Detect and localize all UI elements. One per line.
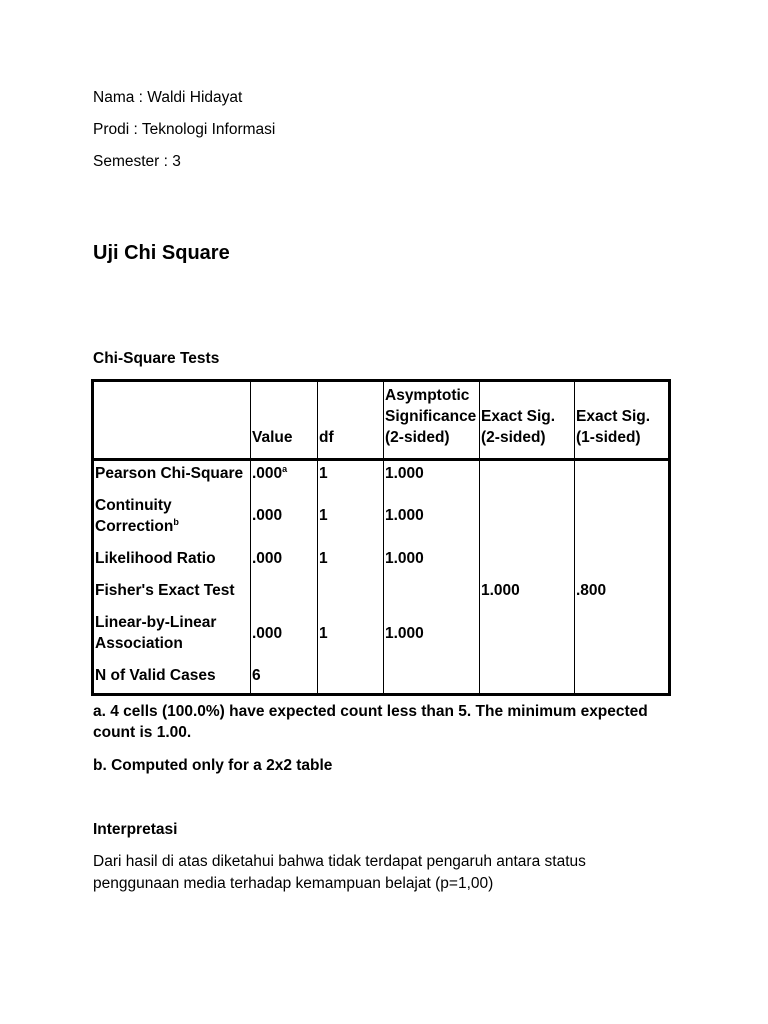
cell-value: .000 [252,465,283,483]
cell-value: 1 [319,465,328,483]
table-row [93,460,670,487]
header-cell: Exact Sig. (1-sided) [575,381,670,460]
interpretation-title: Interpretasi [93,821,178,838]
footnote-marker: b [173,516,179,527]
row-label-cell [93,609,251,658]
table-cell [251,487,318,545]
row-label-cell [93,573,251,609]
table-cell [318,545,384,573]
table-cell [318,573,384,609]
table-cell [384,545,480,573]
row-label: N of Valid Cases [95,666,216,684]
table-cell [384,658,480,695]
table-cell [480,573,575,609]
table-cell [318,487,384,545]
table-cell [575,658,670,695]
table-cell [251,545,318,573]
header-cell: Asymptotic Significance (2-sided) [384,381,480,460]
table-cell [575,545,670,573]
row-label: Likelihood Ratio [95,550,216,567]
footnote-a: a. 4 cells (100.0%) have expected count less than 5. The minimum expected count is 1.00. [93,703,648,741]
row-label: Linear-by-Linear Association [95,614,217,652]
table-title: Chi-Square Tests [93,350,220,367]
cell-value: 6 [252,666,261,684]
cell-value: .000 [252,507,283,524]
study-program: Prodi : Teknologi Informasi [93,121,276,138]
table-cell [251,573,318,609]
interpretation-text: Dari hasil di atas diketahui bahwa tidak terdapat pengaruh antara status penggunaan media terhadap kemampuan belajat (p=1,00) [93,853,586,892]
table-header-row [93,381,670,460]
table-row [93,573,670,609]
table-cell [384,487,480,545]
row-label-cell [93,545,251,573]
cell-value: 1 [319,550,328,567]
table-cell [480,460,575,487]
footnote-b: b. Computed only for a 2x2 table [93,757,333,774]
header-cell: df [318,381,384,460]
table-cell [480,487,575,545]
cell-value: 1.000 [385,624,424,642]
table-cell [480,609,575,658]
table-cell [318,460,384,487]
header-cell: Exact Sig. (2-sided) [480,381,575,460]
table-row [93,545,670,573]
table-cell [575,487,670,545]
table-cell [318,609,384,658]
table-cell [251,658,318,695]
header-cell: Value [251,381,318,460]
table-cell [384,460,480,487]
table-cell [251,609,318,658]
table-cell [575,460,670,487]
cell-value: 1 [319,624,328,642]
cell-value: 1.000 [385,550,424,567]
row-label: Fisher's Exact Test [95,582,235,599]
page-title: Uji Chi Square [93,242,230,264]
table-row [93,609,670,658]
table-row [93,658,670,695]
chi-square-table [91,379,671,696]
row-label: Continuity Correction [95,496,174,535]
table-cell [480,658,575,695]
table-cell [251,460,318,487]
table-cell [384,609,480,658]
cell-value: 1.000 [385,465,424,483]
cell-value: .000 [252,624,283,642]
table-cell [384,573,480,609]
row-label-cell [93,460,251,487]
cell-value: 1.000 [481,582,520,599]
row-label-cell [93,658,251,695]
student-name: Nama : Waldi Hidayat [93,89,243,106]
table-cell [575,609,670,658]
cell-value: .000 [252,550,283,567]
header-cell [93,381,251,460]
table-cell [318,658,384,695]
row-label: Pearson Chi-Square [95,465,244,483]
table-cell [575,573,670,609]
footnote-marker: a [282,464,288,475]
semester: Semester : 3 [93,153,181,170]
cell-value: .800 [576,582,607,599]
cell-value: 1.000 [385,507,424,524]
table-row [93,487,670,545]
cell-value: 1 [319,507,328,524]
table-cell [480,545,575,573]
row-label-cell [93,487,251,545]
